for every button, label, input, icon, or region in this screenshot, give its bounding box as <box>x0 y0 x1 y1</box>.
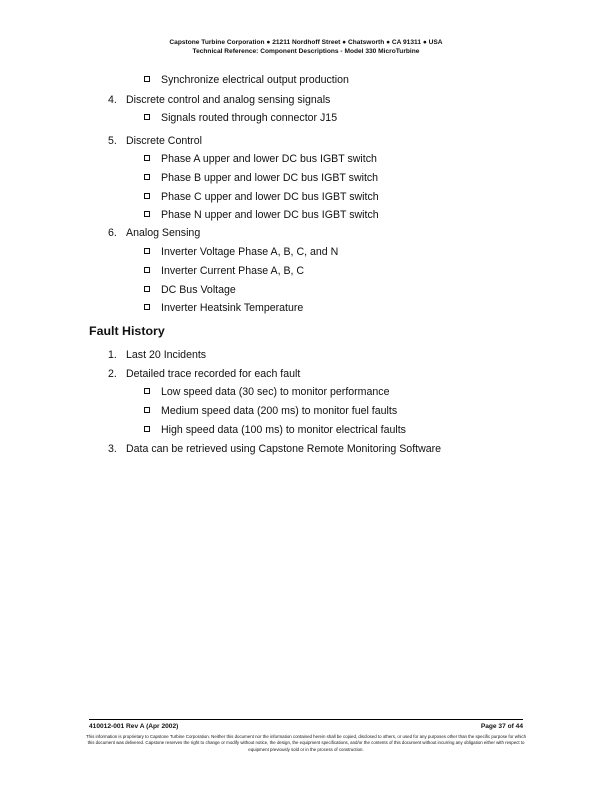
list-item: 1. Last 20 Incidents <box>108 349 207 361</box>
proprietary-notice: This information is proprietary to Capstone Turbine Corporation. Neither this document nor the information contained herein shall be copied, disclosed to others, or used for any purposes other than the specific purpose for which this document was delivered. Capstone reserves the right to change or modify without notice, the design, the equipment specifications, and/or the contents of this document without incurring any obligation either with respect to equipment previously sold or in the process of construction. <box>85 734 527 752</box>
document-id: 410012-001 Rev A (Apr 2002) <box>89 723 179 730</box>
list-item: Low speed data (30 sec) to monitor performance <box>144 386 389 398</box>
section-heading: Fault History <box>89 324 165 338</box>
checkbox-bullet-icon <box>144 174 150 180</box>
list-item: 3. Data can be retrieved using Capstone Remote Monitoring Software <box>108 443 442 455</box>
checkbox-bullet-icon <box>144 388 150 394</box>
list-item: Medium speed data (200 ms) to monitor fuel faults <box>144 405 397 417</box>
page-header <box>0 38 612 56</box>
list-item: Phase B upper and lower DC bus IGBT switch <box>144 172 378 184</box>
checkbox-bullet-icon <box>144 193 150 199</box>
checkbox-bullet-icon <box>144 426 150 432</box>
header-address: Capstone Turbine Corporation ● 21211 Nordhoff Street ● Chatsworth ● CA 91311 ● USA <box>169 39 443 46</box>
checkbox-bullet-icon <box>144 114 150 120</box>
list-item: Inverter Voltage Phase A, B, C, and N <box>144 246 338 258</box>
checkbox-bullet-icon <box>144 211 150 217</box>
checkbox-bullet-icon <box>144 248 150 254</box>
list-item: High speed data (100 ms) to monitor electrical faults <box>144 424 406 436</box>
list-item: Inverter Heatsink Temperature <box>144 302 303 314</box>
list-item: 6. Analog Sensing <box>108 227 201 239</box>
list-item: 2. Detailed trace recorded for each fault <box>108 368 301 380</box>
list-item: Phase C upper and lower DC bus IGBT switch <box>144 191 379 203</box>
list-item: Phase N upper and lower DC bus IGBT switch <box>144 209 379 221</box>
checkbox-bullet-icon <box>144 267 150 273</box>
header-title: Technical Reference: Component Descriptions - Model 330 MicroTurbine <box>192 48 420 55</box>
list-item: 4. Discrete control and analog sensing signals <box>108 94 331 106</box>
list-item: 5. Discrete Control <box>108 135 202 147</box>
checkbox-bullet-icon <box>144 304 150 310</box>
footer-divider <box>89 719 523 720</box>
checkbox-bullet-icon <box>144 286 150 292</box>
list-item: Inverter Current Phase A, B, C <box>144 265 304 277</box>
page-number: Page 37 of 44 <box>480 723 523 730</box>
list-item: Phase A upper and lower DC bus IGBT switch <box>144 153 377 165</box>
checkbox-bullet-icon <box>144 155 150 161</box>
list-item: Synchronize electrical output production <box>144 74 349 86</box>
list-item: DC Bus Voltage <box>144 284 236 296</box>
checkbox-bullet-icon <box>144 76 150 82</box>
list-item: Signals routed through connector J15 <box>144 112 337 124</box>
checkbox-bullet-icon <box>144 407 150 413</box>
